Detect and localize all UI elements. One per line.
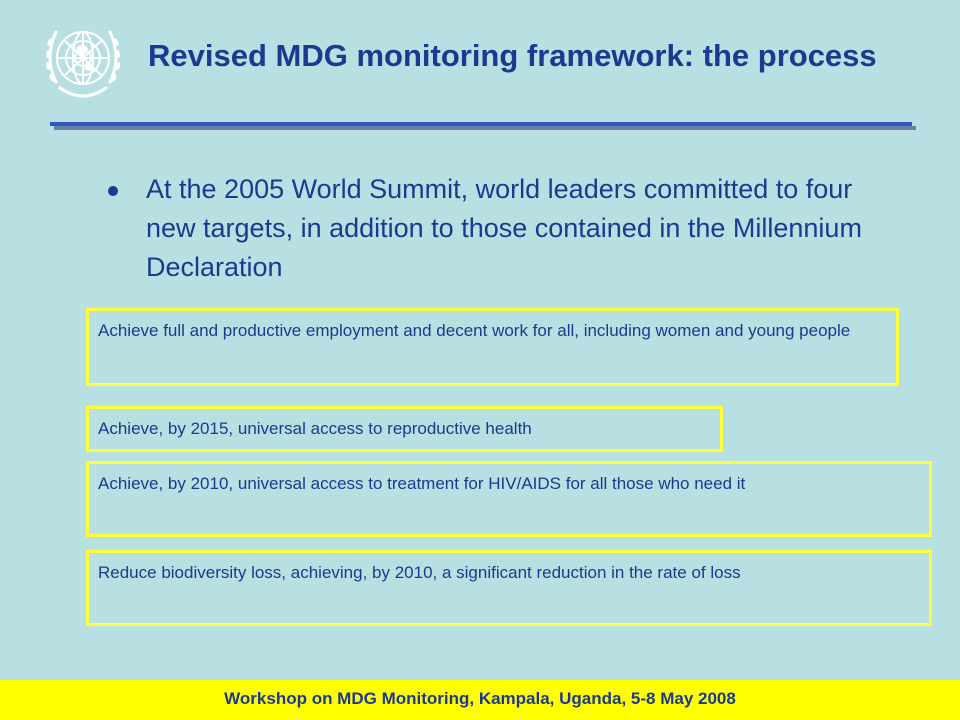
target-box-employment: Achieve full and productive employment and decent work for all, including women and young people (86, 308, 899, 386)
title-rule (50, 122, 912, 126)
footer-bar (0, 680, 960, 720)
slide-title: Revised MDG monitoring framework: the process (148, 38, 877, 73)
title-rule-shadow (54, 126, 916, 130)
target-box-hiv-aids: Achieve, by 2010, universal access to treatment for HIV/AIDS for all those who need it (86, 461, 932, 537)
lead-text: At the 2005 World Summit, world leaders committed to four new targets, in addition to those contained in the Millennium Declaration (146, 174, 862, 282)
footer-text: Workshop on MDG Monitoring, Kampala, Uganda, 5-8 May 2008 (224, 689, 736, 708)
bullet-icon (108, 186, 118, 196)
target-box-biodiversity: Reduce biodiversity loss, achieving, by 2010, a significant reduction in the rate of loss (86, 550, 932, 626)
un-emblem-icon (34, 12, 132, 110)
target-box-reproductive-health: Achieve, by 2015, universal access to reproductive health (86, 406, 723, 452)
